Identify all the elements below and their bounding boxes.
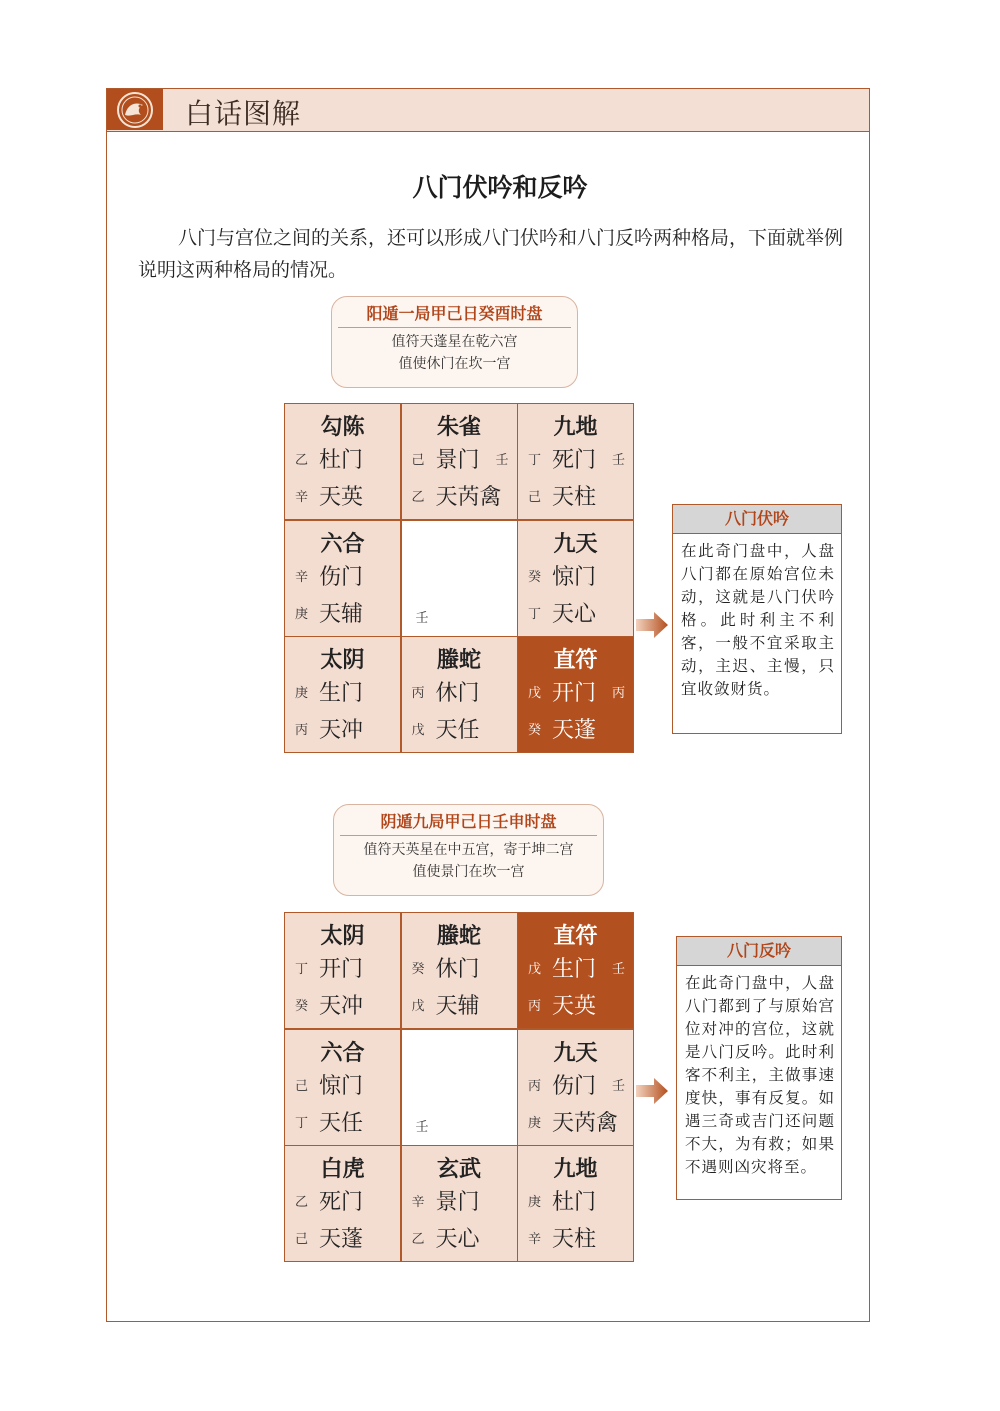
palace-cell	[402, 404, 517, 519]
chart1-note	[672, 504, 842, 734]
door-row	[295, 1070, 394, 1100]
star-name: 天芮禽	[435, 485, 502, 510]
heavenly-stem: 辛	[411, 1195, 425, 1210]
heavenly-stem: 己	[295, 1232, 309, 1247]
door-name: 景门	[435, 1190, 480, 1215]
heavenly-stem: 戊	[411, 723, 425, 738]
heavenly-stem: 癸	[528, 723, 542, 738]
door-row	[528, 444, 627, 474]
chart2-note-text: 在此奇门盘中，人盘八门都到了与原始宫位对冲的宫位，这就是八门反吟。此时利客不利主，主做事速度快，事有反复。如遇三奇或吉门还问题不大，为有救；如果不遇则凶灾将至。	[685, 974, 835, 1176]
palace-god: 螣蛇	[436, 648, 481, 673]
heavenly-stem: 辛	[295, 490, 309, 505]
heavenly-stem: 丙	[295, 723, 309, 738]
heavenly-stem: 乙	[411, 1232, 425, 1247]
star-row	[295, 598, 394, 628]
star-row	[528, 1107, 627, 1137]
door-row	[528, 1070, 627, 1100]
center-palace	[402, 521, 517, 636]
door-name: 伤门	[552, 1073, 597, 1099]
chart1-caption	[331, 296, 578, 388]
door-row	[295, 1186, 394, 1216]
chart1-caption-title: 阳遁一局甲己日癸酉时盘	[338, 297, 571, 328]
palace-cell	[285, 521, 400, 636]
heavenly-stem: 己	[528, 490, 542, 505]
star-name: 天柱	[552, 1227, 597, 1252]
palace-god: 朱雀	[436, 415, 481, 440]
chart2-caption-title: 阴遁九局甲己日壬申时盘	[340, 805, 597, 836]
star-name: 天心	[435, 1227, 480, 1252]
earth-stem: 壬	[611, 962, 625, 977]
star-row	[412, 481, 511, 511]
palace-cell	[402, 637, 517, 752]
palace-cell	[285, 404, 400, 519]
door-name: 杜门	[552, 1190, 597, 1215]
heavenly-stem: 乙	[295, 1195, 309, 1210]
heavenly-stem: 庚	[295, 686, 309, 701]
door-row	[412, 677, 511, 707]
door-name: 死门	[319, 1190, 364, 1215]
star-row	[412, 714, 511, 744]
chart1-note-title: 八门伏吟	[673, 505, 841, 534]
star-row	[528, 714, 627, 744]
chart1-palace-grid	[284, 403, 634, 753]
star-row	[412, 990, 511, 1020]
palace-cell	[285, 1030, 400, 1145]
intro-paragraph: 八门与宫位之间的关系，还可以形成八门伏吟和八门反吟两种格局，下面就举例说明这两种格局的情况。	[138, 227, 844, 281]
door-name: 生门	[319, 681, 364, 706]
center-stem: 壬	[415, 610, 429, 626]
star-name: 天柱	[552, 485, 597, 510]
door-row	[412, 1186, 511, 1216]
door-row	[412, 444, 511, 474]
heavenly-stem: 癸	[411, 962, 425, 977]
door-name: 杜门	[319, 448, 364, 473]
palace-god: 九天	[553, 531, 598, 557]
door-row	[528, 953, 627, 983]
heavenly-stem: 己	[411, 453, 425, 468]
heavenly-stem: 乙	[411, 490, 425, 505]
palace-cell	[285, 1146, 400, 1261]
door-name: 惊门	[319, 1073, 364, 1099]
palace-cell	[518, 404, 633, 519]
center-stem: 壬	[415, 1119, 429, 1135]
chart2-note	[676, 936, 842, 1200]
door-name: 休门	[435, 957, 480, 982]
chart2-caption-line1: 值符天英星在中五宫，寄于坤二宫	[363, 842, 574, 858]
star-name: 天芮禽	[552, 1110, 619, 1136]
chart2-note-title: 八门反吟	[677, 937, 841, 966]
palace-cell	[402, 913, 517, 1028]
chart1-note-text: 在此奇门盘中，人盘八门都在原始宫位未动，这就是八门伏吟格。此时利主不利客，一般不宜采取主动，主迟、主慢，只宜收敛财货。	[681, 542, 835, 698]
door-row	[528, 1186, 627, 1216]
star-name: 天蓬	[319, 1227, 364, 1252]
heavenly-stem: 己	[295, 1078, 309, 1094]
section-header-title: 白话图解	[185, 97, 302, 130]
star-name: 天英	[319, 485, 364, 510]
chart2-caption	[333, 804, 604, 896]
heavenly-stem: 辛	[528, 1232, 542, 1247]
palace-god: 白虎	[320, 1157, 365, 1182]
earth-stem: 壬	[611, 1078, 625, 1094]
palace-god: 九天	[553, 1040, 598, 1066]
heavenly-stem: 丁	[295, 962, 309, 977]
palace-god: 玄武	[436, 1157, 481, 1182]
star-row	[295, 990, 394, 1020]
heavenly-stem: 乙	[295, 453, 309, 468]
star-name: 天辅	[319, 601, 364, 627]
star-row	[412, 1223, 511, 1253]
chart1-caption-line1: 值符天蓬星在乾六宫	[391, 334, 518, 350]
door-name: 伤门	[319, 564, 364, 590]
door-name: 死门	[552, 448, 597, 473]
palace-god: 九地	[553, 1157, 598, 1182]
heavenly-stem: 丙	[411, 686, 425, 701]
palace-god: 螣蛇	[436, 924, 481, 949]
star-name: 天冲	[319, 994, 364, 1019]
door-row	[295, 444, 394, 474]
heavenly-stem: 癸	[295, 999, 309, 1014]
star-name: 天心	[552, 601, 597, 627]
door-row	[295, 953, 394, 983]
heavenly-stem: 庚	[528, 1115, 542, 1131]
chart2-palace-grid	[284, 912, 634, 1262]
heavenly-stem: 庚	[528, 1195, 542, 1210]
star-row	[528, 1223, 627, 1253]
door-name: 开门	[552, 681, 597, 706]
door-name: 休门	[435, 681, 480, 706]
palace-god: 直符	[553, 924, 598, 949]
page-title: 八门伏吟和反吟	[412, 173, 588, 202]
star-row	[295, 714, 394, 744]
palace-cell	[518, 1030, 633, 1145]
star-row	[528, 990, 627, 1020]
palace-cell	[402, 1146, 517, 1261]
heavenly-stem: 丁	[528, 453, 542, 468]
door-name: 惊门	[552, 564, 597, 590]
door-row	[528, 677, 627, 707]
star-name: 天任	[319, 1110, 364, 1136]
chart2-caption-line2: 值使景门在坎一宫	[412, 864, 525, 880]
door-row	[295, 561, 394, 591]
palace-cell	[518, 637, 633, 752]
star-row	[295, 1223, 394, 1253]
earth-stem: 壬	[611, 453, 625, 468]
earth-stem: 壬	[495, 453, 509, 468]
palace-god: 六合	[320, 1040, 365, 1066]
heavenly-stem: 辛	[295, 569, 309, 585]
palace-cell	[518, 521, 633, 636]
dragon-emblem-icon	[107, 89, 163, 130]
door-name: 开门	[319, 957, 364, 982]
palace-cell	[285, 913, 400, 1028]
star-row	[528, 481, 627, 511]
heavenly-stem: 丙	[528, 1078, 542, 1094]
palace-cell	[518, 913, 633, 1028]
section-header	[106, 88, 870, 132]
heavenly-stem: 癸	[528, 569, 542, 585]
heavenly-stem: 戊	[528, 686, 542, 701]
star-name: 天蓬	[552, 718, 597, 743]
palace-god: 太阴	[320, 924, 365, 949]
heavenly-stem: 庚	[295, 606, 309, 622]
star-row	[528, 598, 627, 628]
palace-cell	[285, 637, 400, 752]
chart1-arrow-icon	[636, 612, 668, 638]
star-name: 天冲	[319, 718, 364, 743]
door-name: 景门	[435, 448, 480, 473]
palace-god: 六合	[320, 531, 365, 557]
palace-god: 直符	[553, 648, 598, 673]
door-row	[528, 561, 627, 591]
earth-stem: 丙	[611, 686, 625, 701]
door-row	[412, 953, 511, 983]
palace-god: 勾陈	[320, 415, 365, 440]
heavenly-stem: 丁	[295, 1115, 309, 1131]
heavenly-stem: 戊	[411, 999, 425, 1014]
heavenly-stem: 戊	[528, 962, 542, 977]
center-palace	[402, 1030, 517, 1145]
star-name: 天辅	[435, 994, 480, 1019]
heavenly-stem: 丁	[528, 606, 542, 622]
palace-god: 九地	[553, 415, 598, 440]
star-name: 天英	[552, 994, 597, 1019]
star-name: 天任	[435, 718, 480, 743]
heavenly-stem: 丙	[528, 999, 542, 1014]
star-row	[295, 1107, 394, 1137]
door-row	[295, 677, 394, 707]
star-row	[295, 481, 394, 511]
chart1-caption-line2: 值使休门在坎一宫	[398, 356, 511, 372]
door-name: 生门	[552, 957, 597, 982]
chart2-arrow-icon	[636, 1078, 668, 1104]
palace-cell	[518, 1146, 633, 1261]
palace-god: 太阴	[320, 648, 365, 673]
